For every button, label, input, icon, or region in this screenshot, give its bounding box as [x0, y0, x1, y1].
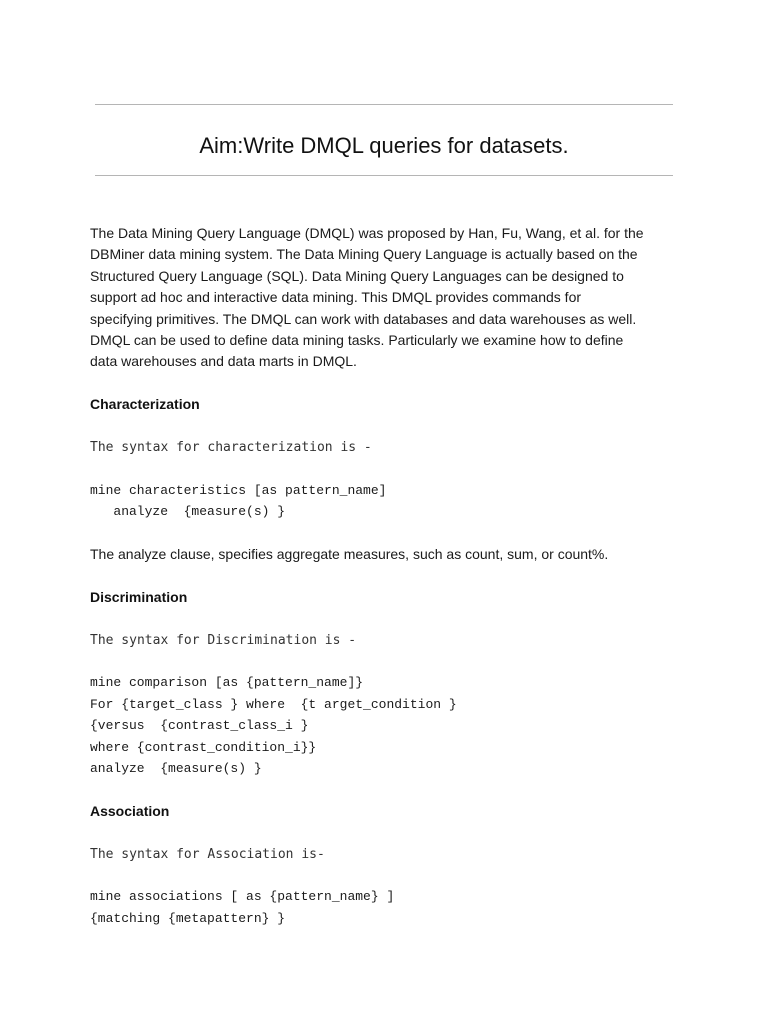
top-divider	[95, 104, 673, 105]
code-line: mine associations [ as {pattern_name} ]	[90, 889, 395, 905]
characterization-syntax: The syntax for characterization is -	[90, 440, 372, 456]
code-line: mine comparison [as {pattern_name]}	[90, 675, 364, 691]
code-line: {versus {contrast_class_i }	[90, 718, 309, 734]
document-body	[90, 223, 690, 929]
code-line: where {contrast_condition_i}}	[90, 739, 317, 755]
intro-line: DMQL can be used to define data mining tasks. Particularly we examine how to define	[90, 332, 624, 349]
characterization-heading: Characterization	[90, 396, 200, 413]
code-line: mine characteristics [as pattern_name]	[90, 482, 387, 498]
association-syntax: The syntax for Association is-	[90, 846, 325, 862]
discrimination-syntax: The syntax for Discrimination is -	[90, 632, 357, 648]
intro-paragraph	[90, 223, 690, 373]
code-line: {matching {metapattern} }	[90, 910, 286, 926]
code-line: analyze {measure(s) }	[90, 504, 286, 520]
intro-line: data warehouses and data marts in DMQL.	[90, 353, 357, 370]
association-code	[90, 886, 690, 929]
discrimination-code	[90, 672, 690, 779]
code-line: analyze {measure(s) }	[90, 761, 262, 777]
intro-line: specifying primitives. The DMQL can work with databases and data warehouses as well.	[90, 310, 637, 327]
intro-line: DBMiner data mining system. The Data Mining Query Language is actually based on the	[90, 246, 638, 263]
bottom-divider	[95, 175, 673, 176]
intro-line: The Data Mining Query Language (DMQL) was proposed by Han, Fu, Wang, et al. for the	[90, 225, 644, 241]
characterization-code	[90, 480, 690, 523]
intro-line: Structured Query Language (SQL). Data Mining Query Languages can be designed to	[90, 267, 624, 284]
association-heading: Association	[90, 802, 170, 819]
characterization-note: The analyze clause, specifies aggregate measures, such as count, sum, or count%.	[90, 546, 609, 563]
intro-line: support ad hoc and interactive data mining. This DMQL provides commands for	[90, 289, 582, 306]
code-line: For {target_class } where {t arget_condition }	[90, 696, 457, 712]
discrimination-heading: Discrimination	[90, 588, 188, 605]
page-title: Aim:Write DMQL queries for datasets.	[199, 133, 569, 158]
